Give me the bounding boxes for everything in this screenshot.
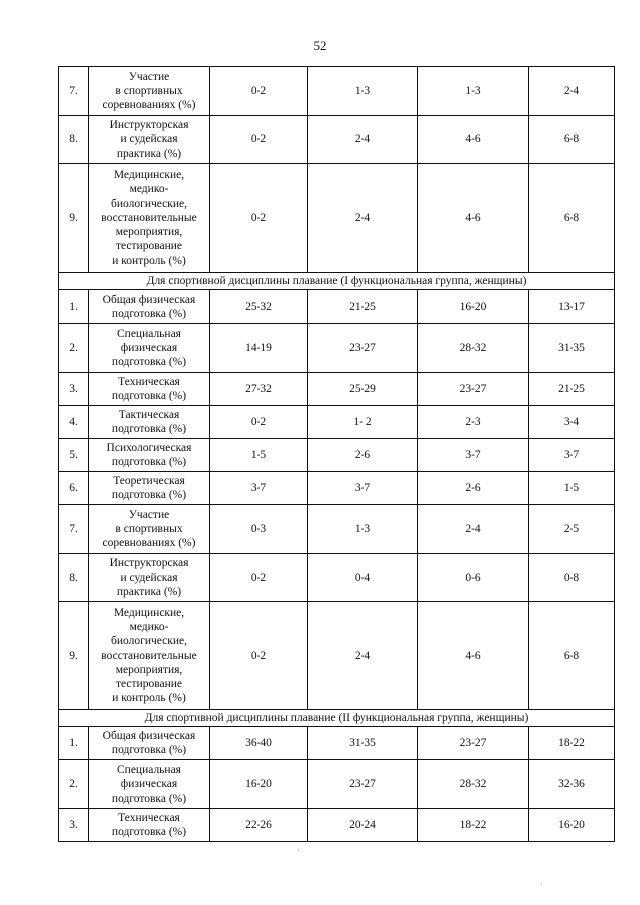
row-number: 7. (59, 67, 89, 116)
ratio-value-cell: 1-5 (210, 439, 308, 472)
row-number: 2. (59, 324, 89, 373)
ratio-value-cell: 1-3 (418, 67, 529, 116)
ratio-value-cell: 16-20 (418, 290, 529, 324)
table-row (59, 554, 615, 602)
row-number: 5. (59, 439, 89, 472)
ratio-value-cell: 4-6 (418, 164, 529, 273)
ratio-value-cell: 2-4 (308, 164, 418, 273)
page-number: 52 (313, 38, 327, 53)
ratio-value-cell: 3-7 (418, 439, 529, 472)
table-row (59, 67, 615, 116)
ratio-value-cell: 0-4 (308, 554, 418, 602)
ratio-value-cell: 6-8 (529, 164, 615, 273)
training-type-name: Общая физическая подготовка (%) (89, 727, 210, 760)
table-row (59, 406, 615, 439)
training-type-name: Специальная физическая подготовка (%) (89, 760, 210, 809)
ratio-value-cell: 32-36 (529, 760, 615, 809)
row-number: 4. (59, 406, 89, 439)
ratio-value-cell: 4-6 (418, 116, 529, 164)
table-row (59, 439, 615, 472)
row-number: 3. (59, 809, 89, 842)
training-ratio-table (58, 66, 615, 842)
ratio-value-cell: 23-27 (418, 373, 529, 406)
section-header-row (59, 710, 615, 727)
row-number: 8. (59, 554, 89, 602)
row-number: 7. (59, 505, 89, 554)
ratio-value-cell: 23-27 (308, 760, 418, 809)
training-type-name: Теоретическая подготовка (%) (89, 472, 210, 505)
training-type-name: Специальная физическая подготовка (%) (89, 324, 210, 373)
section-header-row (59, 273, 615, 290)
ratio-value-cell: 0-2 (210, 116, 308, 164)
ratio-value-cell: 0-3 (210, 505, 308, 554)
ratio-value-cell: 6-8 (529, 602, 615, 710)
training-type-name: Медицинские, медико- биологические, восстановительные мероприятия, тестирование и контроль (%) (89, 164, 210, 273)
ratio-value-cell: 25-32 (210, 290, 308, 324)
section-title: Для спортивной дисциплины плавание (II функциональная группа, женщины) (59, 710, 615, 727)
ratio-value-cell: 21-25 (308, 290, 418, 324)
ratio-value-cell: 28-32 (418, 760, 529, 809)
training-type-name: Психологическая подготовка (%) (89, 439, 210, 472)
ratio-value-cell: 0-2 (210, 602, 308, 710)
ratio-value-cell: 1-3 (308, 67, 418, 116)
ratio-value-cell: 18-22 (418, 809, 529, 842)
training-type-name: Общая физическая подготовка (%) (89, 290, 210, 324)
scan-dot: · (540, 880, 543, 889)
ratio-value-cell: 25-29 (308, 373, 418, 406)
ratio-value-cell: 3-7 (529, 439, 615, 472)
ratio-value-cell: 18-22 (529, 727, 615, 760)
table-row (59, 164, 615, 273)
ratio-value-cell: 2-4 (529, 67, 615, 116)
ratio-value-cell: 16-20 (529, 809, 615, 842)
ratio-value-cell: 2-4 (418, 505, 529, 554)
training-type-name: Инструкторская и судейская практика (%) (89, 554, 210, 602)
training-type-name: Инструкторская и судейская практика (%) (89, 116, 210, 164)
row-number: 8. (59, 116, 89, 164)
ratio-value-cell: 3-7 (210, 472, 308, 505)
ratio-value-cell: 0-2 (210, 67, 308, 116)
ratio-value-cell: 0-8 (529, 554, 615, 602)
table-row (59, 116, 615, 164)
ratio-value-cell: 0-2 (210, 554, 308, 602)
ratio-value-cell: 2-3 (418, 406, 529, 439)
ratio-value-cell: 1-5 (529, 472, 615, 505)
table-row (59, 727, 615, 760)
table-row (59, 290, 615, 324)
ratio-value-cell: 0-2 (210, 164, 308, 273)
row-number: 9. (59, 602, 89, 710)
ratio-value-cell: 14-19 (210, 324, 308, 373)
ratio-value-cell: 1- 2 (308, 406, 418, 439)
ratio-value-cell: 0-2 (210, 406, 308, 439)
training-type-name: Техническая подготовка (%) (89, 809, 210, 842)
table-row (59, 324, 615, 373)
ratio-value-cell: 22-26 (210, 809, 308, 842)
ratio-value-cell: 36-40 (210, 727, 308, 760)
row-number: 1. (59, 727, 89, 760)
ratio-value-cell: 31-35 (308, 727, 418, 760)
ratio-value-cell: 2-4 (308, 602, 418, 710)
training-type-name: Техническая подготовка (%) (89, 373, 210, 406)
row-number: 9. (59, 164, 89, 273)
training-type-name: Медицинские, медико- биологические, восстановительные мероприятия, тестирование и контроль (%) (89, 602, 210, 710)
ratio-value-cell: 20-24 (308, 809, 418, 842)
ratio-value-cell: 4-6 (418, 602, 529, 710)
ratio-value-cell: 23-27 (418, 727, 529, 760)
row-number: 6. (59, 472, 89, 505)
ratio-value-cell: 6-8 (529, 116, 615, 164)
table-row (59, 760, 615, 809)
ratio-value-cell: 3-4 (529, 406, 615, 439)
table-body (59, 67, 615, 842)
ratio-value-cell: 23-27 (308, 324, 418, 373)
ratio-value-cell: 2-6 (418, 472, 529, 505)
row-number: 1. (59, 290, 89, 324)
ratio-value-cell: 2-4 (308, 116, 418, 164)
ratio-value-cell: 0-6 (418, 554, 529, 602)
ratio-value-cell: 13-17 (529, 290, 615, 324)
row-number: 2. (59, 760, 89, 809)
training-type-name: Участие в спортивных соревнованиях (%) (89, 67, 210, 116)
ratio-value-cell: 1-3 (308, 505, 418, 554)
ratio-value-cell: 28-32 (418, 324, 529, 373)
ratio-value-cell: 2-5 (529, 505, 615, 554)
row-number: 3. (59, 373, 89, 406)
ratio-value-cell: 27-32 (210, 373, 308, 406)
ratio-value-cell: 16-20 (210, 760, 308, 809)
training-type-name: Участие в спортивных соревнованиях (%) (89, 505, 210, 554)
scan-dot: · (297, 846, 300, 855)
ratio-value-cell: 3-7 (308, 472, 418, 505)
table-row (59, 373, 615, 406)
table-row (59, 602, 615, 710)
table-row (59, 505, 615, 554)
section-title: Для спортивной дисциплины плавание (I функциональная группа, женщины) (59, 273, 615, 290)
ratio-value-cell: 21-25 (529, 373, 615, 406)
training-type-name: Тактическая подготовка (%) (89, 406, 210, 439)
ratio-value-cell: 31-35 (529, 324, 615, 373)
table-row (59, 472, 615, 505)
table-row (59, 809, 615, 842)
ratio-value-cell: 2-6 (308, 439, 418, 472)
